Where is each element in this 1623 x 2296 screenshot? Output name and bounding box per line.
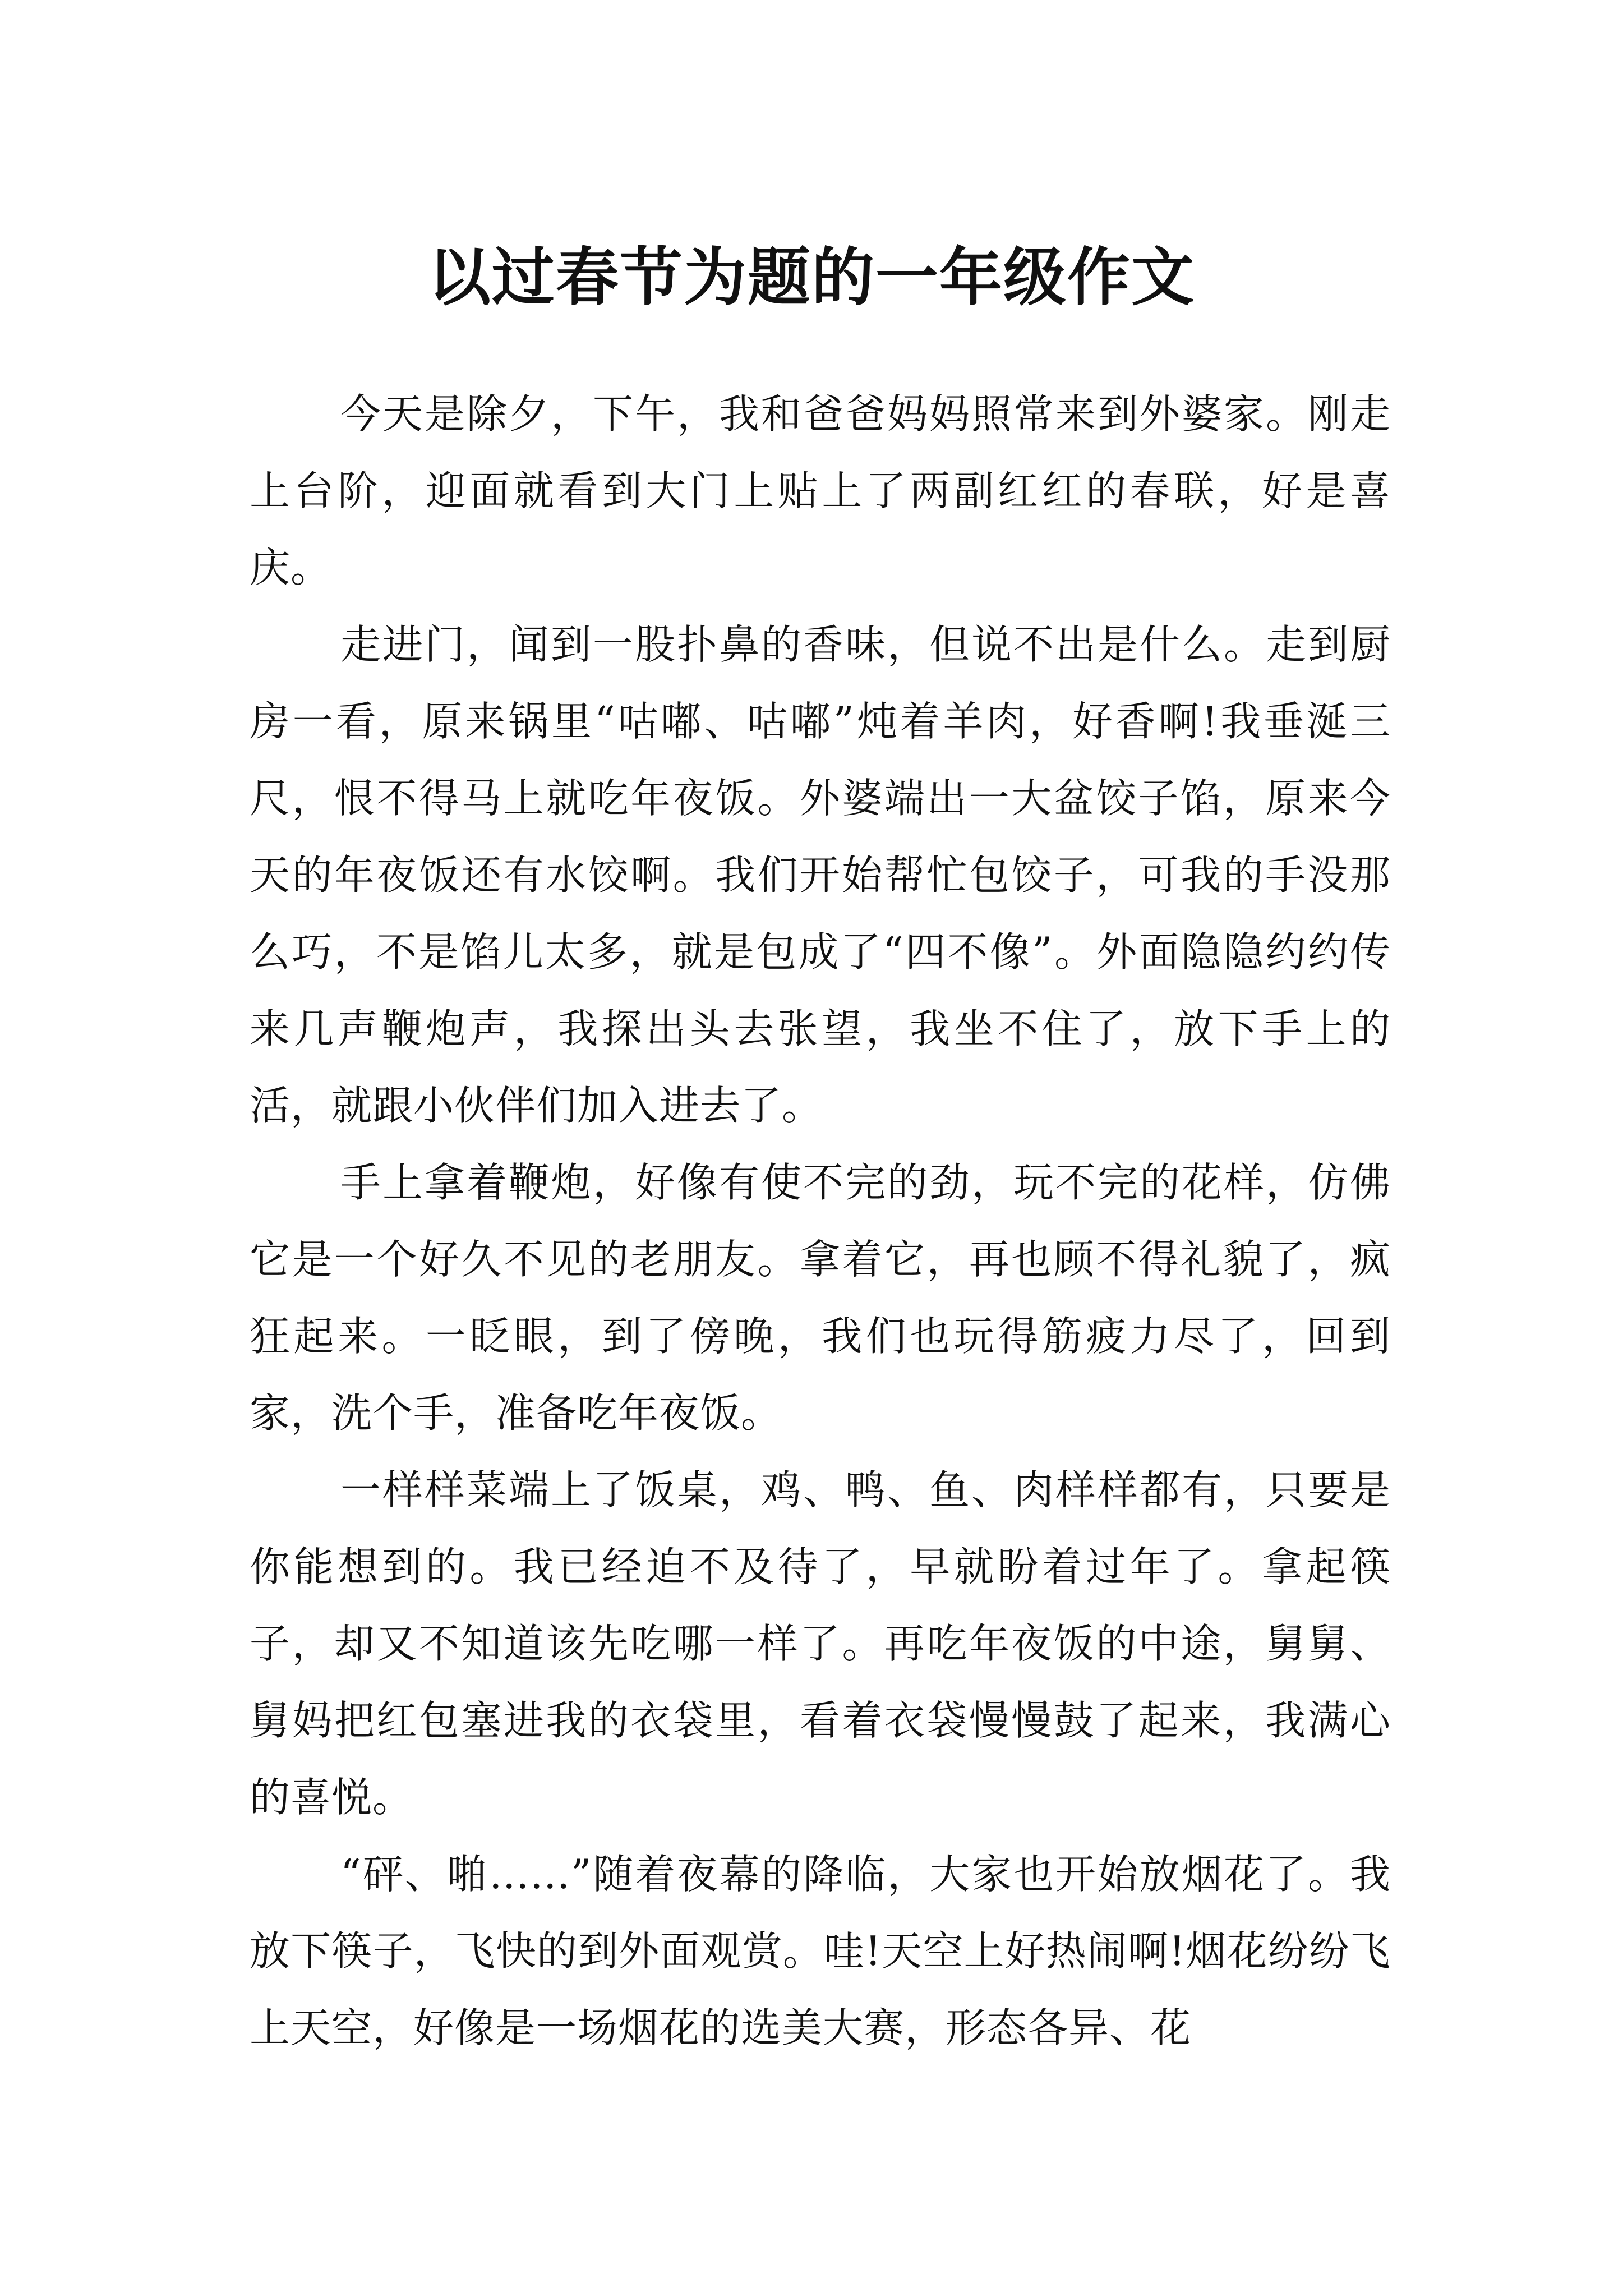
paragraph-3: 手上拿着鞭炮，好像有使不完的劲，玩不完的花样，仿佛它是一个好久不见的老朋友。拿着它，再也顾不得礼貌了，疯狂起来。一眨眼，到了傍晚，我们也玩得筋疲力尽了，回到家，洗个手，准备吃年夜饭。 bbox=[250, 1159, 1391, 1437]
paragraph-1: 今天是除夕，下午，我和爸爸妈妈照常来到外婆家。刚走上台阶，迎面就看到大门上贴上了两副红红的春联，好是喜庆。 bbox=[250, 390, 1391, 591]
paragraph-2: 走进门，闻到一股扑鼻的香味，但说不出是什么。走到厨房一看，原来锅里“咕嘟、咕嘟”炖着羊肉，好香啊!我垂涎三尺，恨不得马上就吃年夜饭。外婆端出一大盆饺子馅，原来今天的年夜饭还有水饺啊。我们开始帮忙包饺子，可我的手没那么巧，不是馅儿太多，就是包成了“四不像”。外面隐隐约约传来几声鞭炮声，我探出头去张望，我坐不住了，放下手上的活，就跟小伙伴们加入进去了。 bbox=[250, 621, 1391, 1129]
document-body bbox=[250, 376, 1391, 2067]
paragraph-4: 一样样菜端上了饭桌，鸡、鸭、鱼、肉样样都有，只要是你能想到的。我已经迫不及待了，早就盼着过年了。拿起筷子，却又不知道该先吃哪一样了。再吃年夜饭的中途，舅舅、舅妈把红包塞进我的衣袋里，看着衣袋慢慢鼓了起来，我满心的喜悦。 bbox=[250, 1466, 1391, 1821]
paragraph-5: “砰、啪……”随着夜幕的降临，大家也开始放烟花了。我放下筷子，飞快的到外面观赏。哇!天空上好热闹啊!烟花纷纷飞上天空，好像是一场烟花的选美大赛，形态各异、花 bbox=[250, 1851, 1391, 2051]
document-title: 以过春节为题的一年级作文 bbox=[428, 241, 1195, 315]
